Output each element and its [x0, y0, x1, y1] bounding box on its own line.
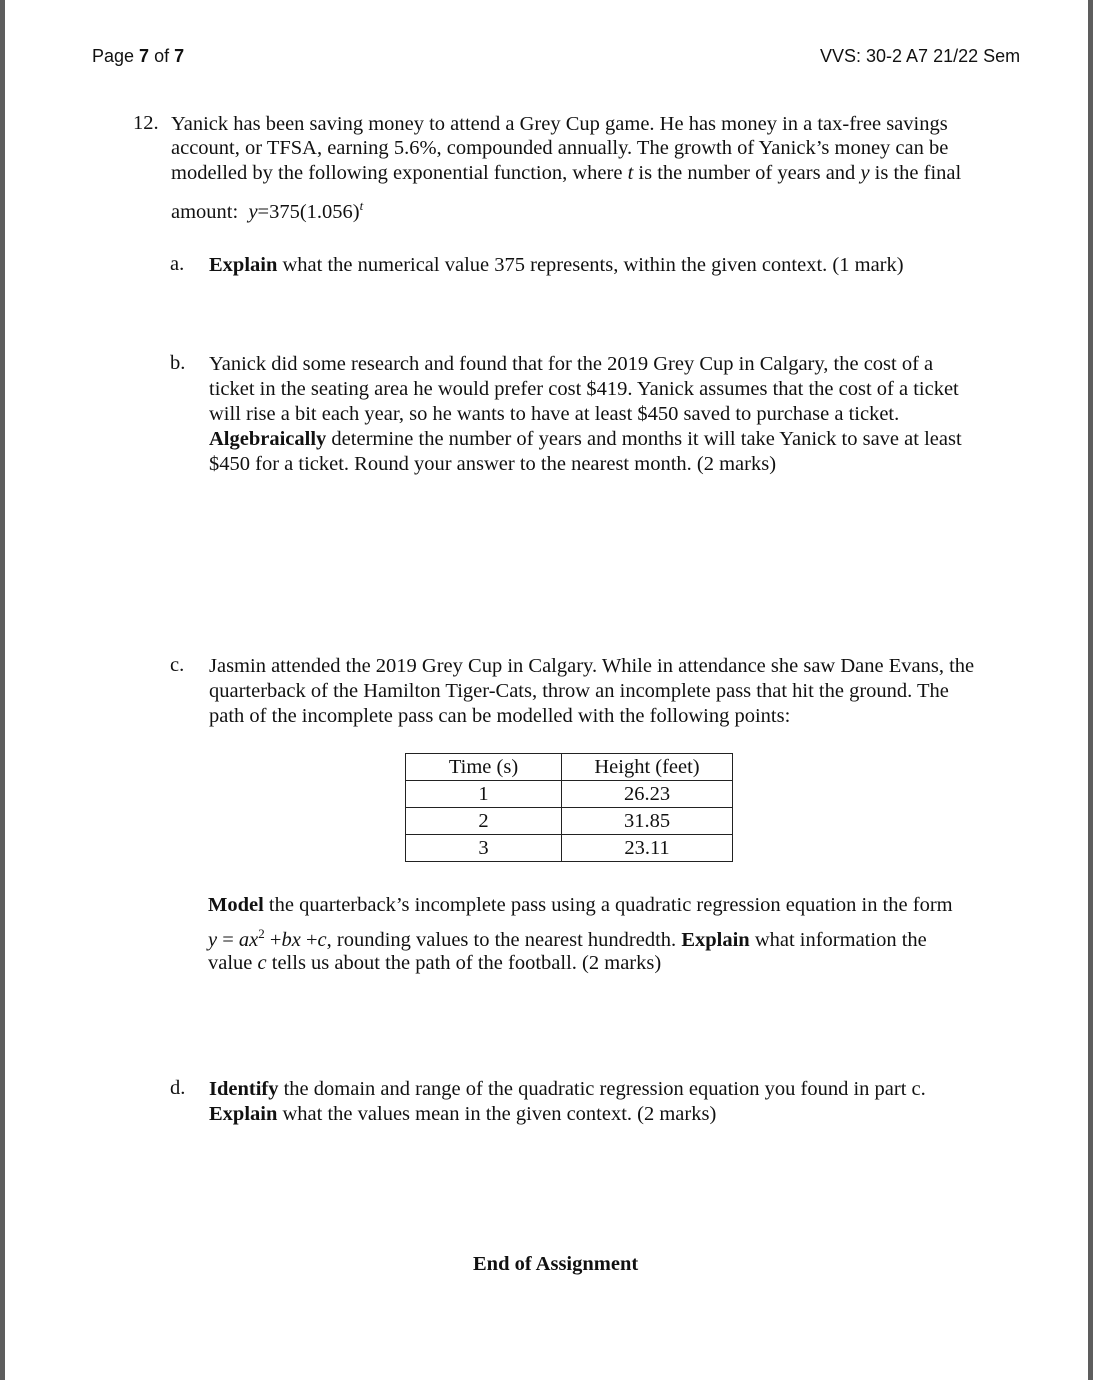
table-header-cell: Height (feet)	[562, 754, 733, 781]
part-c-label: c.	[170, 654, 185, 676]
intro-equation-line: amount: $y=375(1.056)^t$	[171, 198, 364, 223]
part-c-after-line-1: Model the quarterback’s incomplete pass using a quadratic regression equation in the form	[208, 894, 953, 916]
page-left-edge	[0, 0, 5, 1380]
part-a-text: Explain what the numerical value 375 represents, within the given context. (1 mark)	[209, 254, 904, 276]
part-b-line-1: Yanick did some research and found that for the 2019 Grey Cup in Calgary, the cost of a	[209, 353, 934, 375]
part-c-after-line-2: $y = ax^2 +bx +c$, rounding values to the nearest hundredth. Explain what information the	[208, 926, 927, 951]
pass-data-table	[405, 753, 733, 862]
part-b-line-2: ticket in the seating area he would prefer cost $419. Yanick assumes that the cost of a ticket	[209, 378, 959, 400]
part-c-after-line-3: value c tells us about the path of the football. (2 marks)	[208, 952, 662, 974]
part-c-line-3: path of the incomplete pass can be modelled with the following points:	[209, 705, 791, 727]
table-cell: 31.85	[562, 808, 733, 835]
page-indicator: Page 7 of 7	[92, 46, 185, 66]
end-of-assignment: End of Assignment	[473, 1253, 639, 1275]
intro-line-2: account, or TFSA, earning 5.6%, compounded annually. The growth of Yanick’s money can be	[171, 137, 949, 159]
part-d-line-1: Identify the domain and range of the quadratic regression equation you found in part c.	[209, 1078, 926, 1100]
part-b-line-3: will rise a bit each year, so he wants to have at least $450 saved to purchase a ticket.	[209, 403, 900, 425]
table-cell: 26.23	[562, 781, 733, 808]
intro-line-1: Yanick has been saving money to attend a Grey Cup game. He has money in a tax-free savings	[171, 113, 948, 135]
table-cell: 23.11	[562, 835, 733, 862]
question-number: 12.	[133, 112, 159, 134]
page-right-edge	[1088, 0, 1093, 1380]
table-header-cell: Time (s)	[406, 754, 562, 781]
table-row	[406, 781, 733, 808]
table-header-row	[406, 754, 733, 781]
table-row	[406, 808, 733, 835]
part-b-label: b.	[170, 352, 186, 374]
part-b-line-5: $450 for a ticket. Round your answer to the nearest month. (2 marks)	[209, 453, 777, 475]
part-d-label: d.	[170, 1077, 186, 1099]
table-row	[406, 835, 733, 862]
part-b-line-4: Algebraically determine the number of years and months it will take Yanick to save at least	[209, 428, 962, 450]
part-c-line-2: quarterback of the Hamilton Tiger-Cats, throw an incomplete pass that hit the ground. The	[209, 680, 949, 702]
part-d-line-2: Explain what the values mean in the given context. (2 marks)	[209, 1103, 717, 1125]
part-c-line-1: Jasmin attended the 2019 Grey Cup in Calgary. While in attendance she saw Dane Evans, the	[209, 655, 975, 677]
intro-line-3: modelled by the following exponential function, where t is the number of years and y is the final	[171, 162, 962, 184]
table-cell: 1	[406, 781, 562, 808]
part-a-label: a.	[170, 253, 185, 275]
table-cell: 3	[406, 835, 562, 862]
course-code: VVS: 30-2 A7 21/22 Sem	[820, 46, 1021, 66]
table-cell: 2	[406, 808, 562, 835]
